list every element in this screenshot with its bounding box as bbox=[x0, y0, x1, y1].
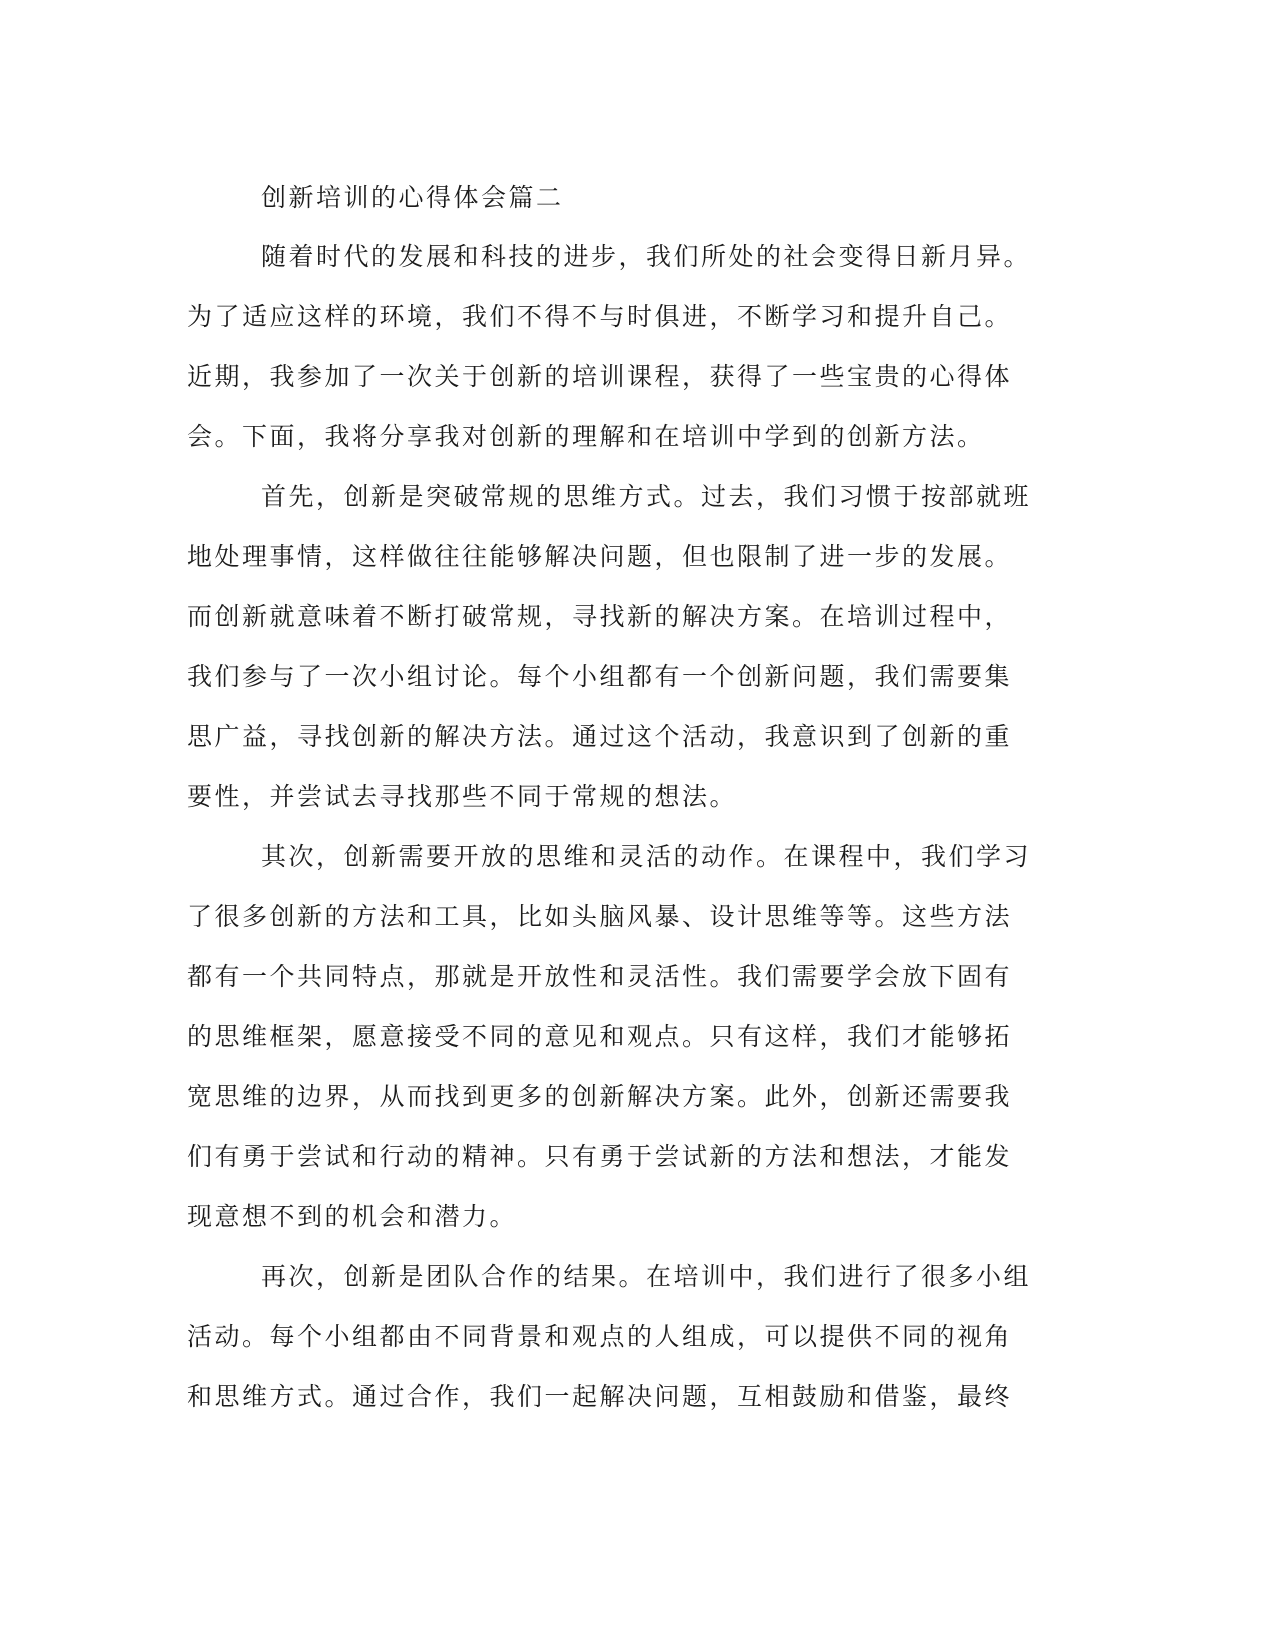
paragraph-intro bbox=[187, 227, 1087, 467]
paragraph-line: 首先，创新是突破常规的思维方式。过去，我们习惯于按部就班 bbox=[261, 482, 1032, 511]
paragraph-first bbox=[187, 467, 1087, 827]
paragraph-line: 的思维框架，愿意接受不同的意见和观点。只有这样，我们才能够拓 bbox=[187, 1022, 1013, 1051]
paragraph-line: 要性，并尝试去寻找那些不同于常规的想法。 bbox=[187, 782, 738, 811]
paragraph-line: 随着时代的发展和科技的进步，我们所处的社会变得日新月异。 bbox=[261, 242, 1032, 271]
paragraph-line: 会。下面，我将分享我对创新的理解和在培训中学到的创新方法。 bbox=[187, 422, 985, 451]
paragraph-line: 们有勇于尝试和行动的精神。只有勇于尝试新的方法和想法，才能发 bbox=[187, 1142, 1013, 1171]
paragraph-line: 了很多创新的方法和工具，比如头脑风暴、设计思维等等。这些方法 bbox=[187, 902, 1013, 931]
paragraph-line: 现意想不到的机会和潜力。 bbox=[187, 1202, 518, 1231]
paragraph-line: 思广益，寻找创新的解决方法。通过这个活动，我意识到了创新的重 bbox=[187, 722, 1013, 751]
paragraph-line: 都有一个共同特点，那就是开放性和灵活性。我们需要学会放下固有 bbox=[187, 962, 1013, 991]
paragraph-line: 而创新就意味着不断打破常规，寻找新的解决方案。在培训过程中， bbox=[187, 602, 1013, 631]
paragraph-line: 其次，创新需要开放的思维和灵活的动作。在课程中，我们学习 bbox=[261, 842, 1032, 871]
document-body bbox=[187, 168, 1087, 1427]
paragraph-line: 我们参与了一次小组讨论。每个小组都有一个创新问题，我们需要集 bbox=[187, 662, 1013, 691]
paragraph-line: 活动。每个小组都由不同背景和观点的人组成，可以提供不同的视角 bbox=[187, 1322, 1013, 1351]
paragraph-line: 和思维方式。通过合作，我们一起解决问题，互相鼓励和借鉴，最终 bbox=[187, 1382, 1013, 1411]
paragraph-line: 地处理事情，这样做往往能够解决问题，但也限制了进一步的发展。 bbox=[187, 542, 1013, 571]
paragraph-third bbox=[187, 1247, 1087, 1427]
paragraph-line: 为了适应这样的环境，我们不得不与时俱进，不断学习和提升自己。 bbox=[187, 302, 1013, 331]
paragraph-line: 近期，我参加了一次关于创新的培训课程，获得了一些宝贵的心得体 bbox=[187, 362, 1013, 391]
paragraph-second bbox=[187, 827, 1087, 1247]
paragraph-line: 宽思维的边界，从而找到更多的创新解决方案。此外，创新还需要我 bbox=[187, 1082, 1013, 1111]
document-title: 创新培训的心得体会篇二 bbox=[261, 183, 564, 212]
paragraph-line: 再次，创新是团队合作的结果。在培训中，我们进行了很多小组 bbox=[261, 1262, 1032, 1291]
